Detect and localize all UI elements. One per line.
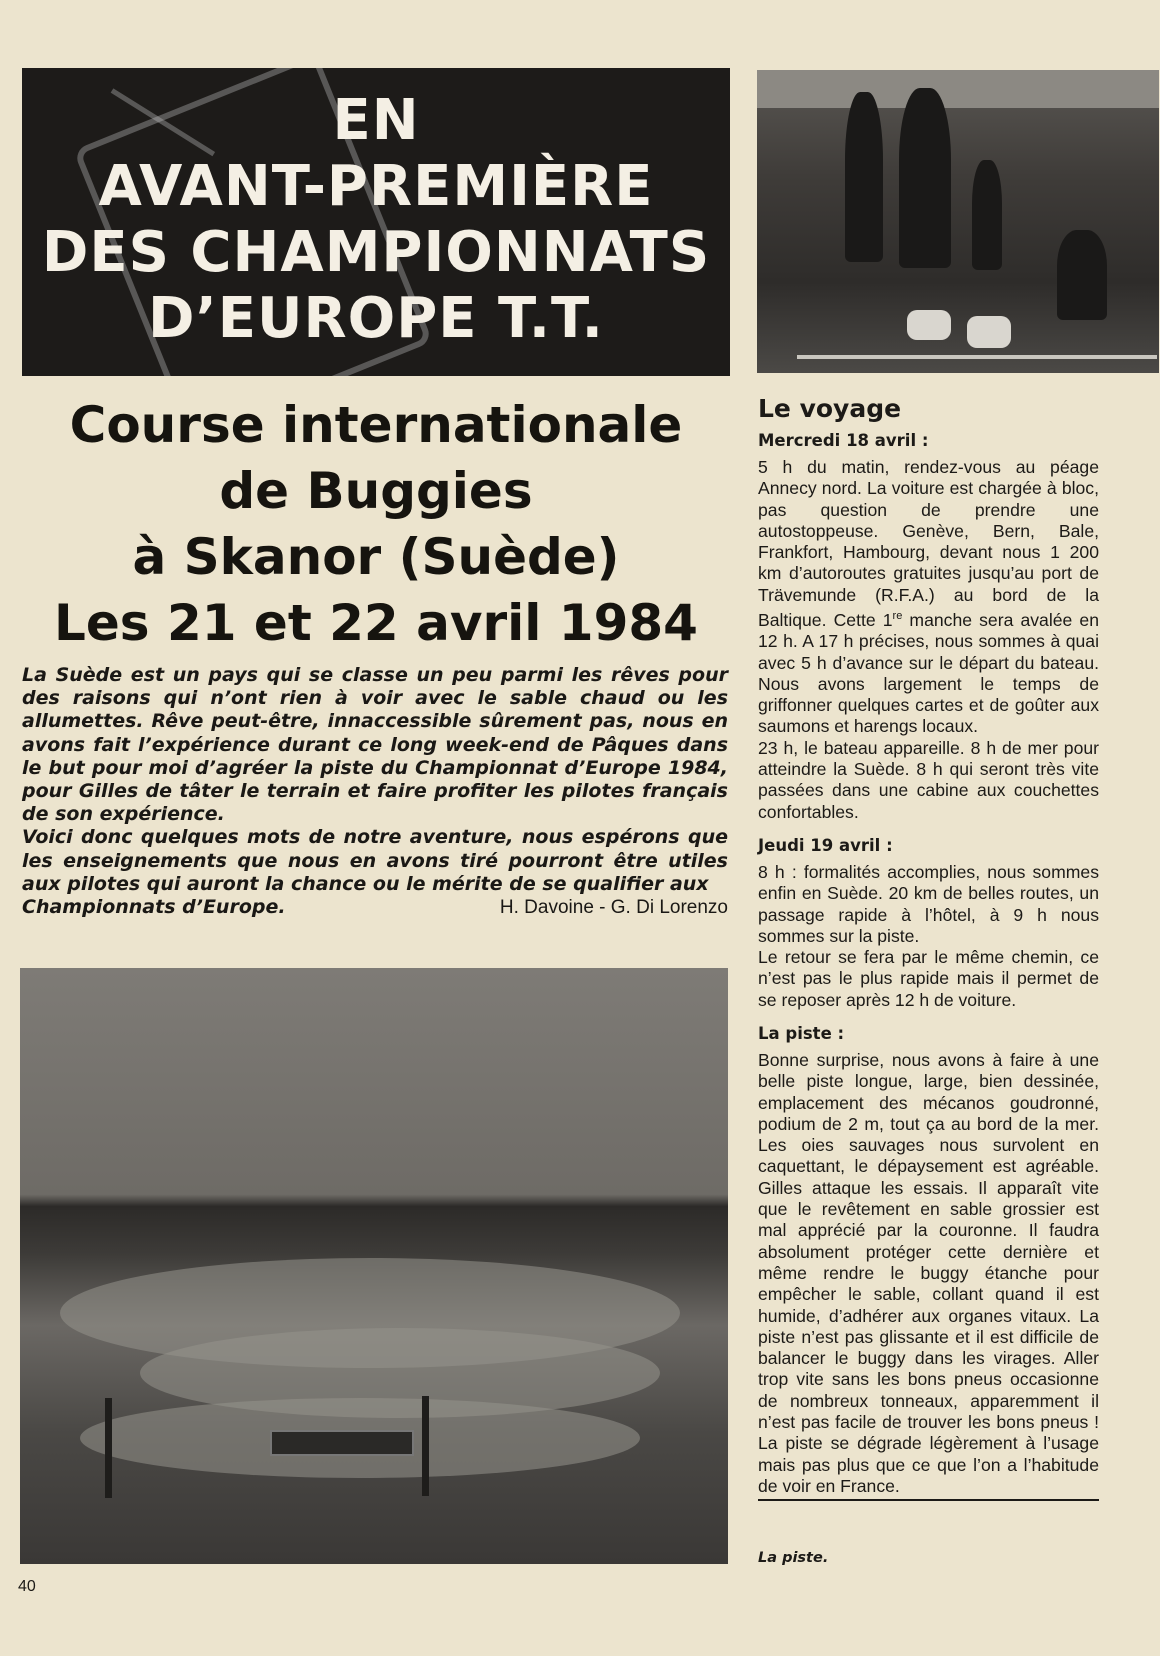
banner-line: AVANT-PREMIÈRE	[98, 154, 654, 219]
headline-line: à Skanor (Suède)	[132, 528, 620, 586]
photo-spectators-and-buggies	[757, 70, 1159, 373]
paragraph: Le retour se fera par le même chemin, ce n’est pas le plus rapide mais il permet de se reposer après 12 h de voiture.	[758, 947, 1099, 1010]
photo-track	[20, 968, 728, 1564]
photo-buggy	[907, 310, 951, 340]
day-label: Jeudi 19 avril :	[758, 835, 893, 855]
banner-line: D’EUROPE T.T.	[148, 286, 604, 351]
photo-figure	[972, 160, 1002, 270]
paragraph: Bonne surprise, nous avons à faire à une belle piste longue, large, bien dessinée, emplacement des mécanos goudronné, podium de 2 m, tout ça au bord de la mer. Les oies sauvages nous survolent en caquettant, le dépaysement est agréable. Gilles attaque les essais. Il apparaît vite que le revêtement en sable grossier est mal apprécié par la couronne. Il faudra absolument protéger cette dernière et même rendre le buggy étanche pour empêcher le sable, collant quand il est humide, d’adhérer aux organes vitaux. La piste n’est pas glissante et il est difficile de balancer le buggy dans les virages. Aller trop vite sans les bons pneus occasionne de nombreux tonneaux, apparemment il n’est pas facile de trouver les bons pneus ! La piste se dégrade légèrement à l’usage mais pas plus que ce que l’on a l’habitude de voir en France.	[758, 1049, 1099, 1496]
intro-paragraph: La Suède est un pays qui se classe un peu parmi les rêves pour des raisons qui n’ont rien à voir avec le sable chaud ou les allumettes. Rêve peut-être, innaccessible sûrement pas, nous en avons fait l’expérience durant ce long week-end de Pâques dans le but pour moi d’agréer la piste du Championnat d’Europe 1984, pour Gilles de tâter le terrain et faire profiter les pilotes français de son expérience.	[22, 664, 728, 826]
article-column	[758, 394, 1099, 1501]
banner-title	[22, 88, 730, 352]
photo-caption: La piste.	[758, 1550, 829, 1566]
section-label: La piste :	[758, 1023, 845, 1043]
day-label: Mercredi 18 avril :	[758, 431, 929, 450]
headline-line: Course internationale	[69, 396, 683, 454]
intro-paragraph: Voici donc quelques mots de notre aventure, nous espérons que les enseignements que nous en avons tiré pourront être utiles aux pilotes qui auront la chance ou le mérite de se qualifier aux	[22, 826, 728, 895]
page-number: 40	[18, 1578, 36, 1595]
photo-figure	[1057, 230, 1107, 320]
headline-line: Les 21 et 22 avril 1984	[54, 594, 698, 652]
photo-buggy	[967, 316, 1011, 348]
title-banner	[22, 68, 730, 376]
banner-line: EN	[332, 88, 420, 153]
intro-closing: Championnats d’Europe.	[22, 896, 286, 919]
banner-line: DES CHAMPIONNATS	[41, 220, 711, 285]
photo-figure	[899, 88, 951, 268]
paragraph: 23 h, le bateau appareille. 8 h de mer pour atteindre la Suède. 8 h qui seront très vite passées dans une cabine aux couchettes confortables.	[758, 737, 1099, 822]
paragraph: 5 h du matin, rendez-vous au péage Annecy nord. La voiture est chargée à bloc, pas question de prendre une autostoppeuse. Genève, Bern, Bale, Frankfort, Hambourg, devant nous 1 200 km d’autoroutes gratuites jusqu’au port de Trävemunde (R.F.A.) au bord de la Baltique. Cette 1re manche sera avalée en 12 h. A 17 h précises, nous sommes à quai avec 5 h d’avance sur le départ du bateau. Nous avons largement le temps de griffonner quelques cartes et de goûter aux saumons et harengs locaux.	[758, 457, 1099, 737]
column-rule	[758, 1499, 1099, 1501]
headline-line: de Buggies	[219, 462, 533, 520]
paragraph: 8 h : formalités accomplies, nous sommes enfin en Suède. 20 km de belles routes, un passage rapide à l’hôtel, à 9 h nous sommes sur la piste.	[758, 861, 1099, 946]
article-headline	[22, 392, 730, 656]
section-heading: Le voyage	[758, 394, 902, 423]
authors: H. Davoine - G. Di Lorenzo	[499, 897, 728, 919]
photo-figure	[845, 92, 883, 262]
article-intro	[22, 664, 728, 919]
byline	[22, 896, 728, 919]
